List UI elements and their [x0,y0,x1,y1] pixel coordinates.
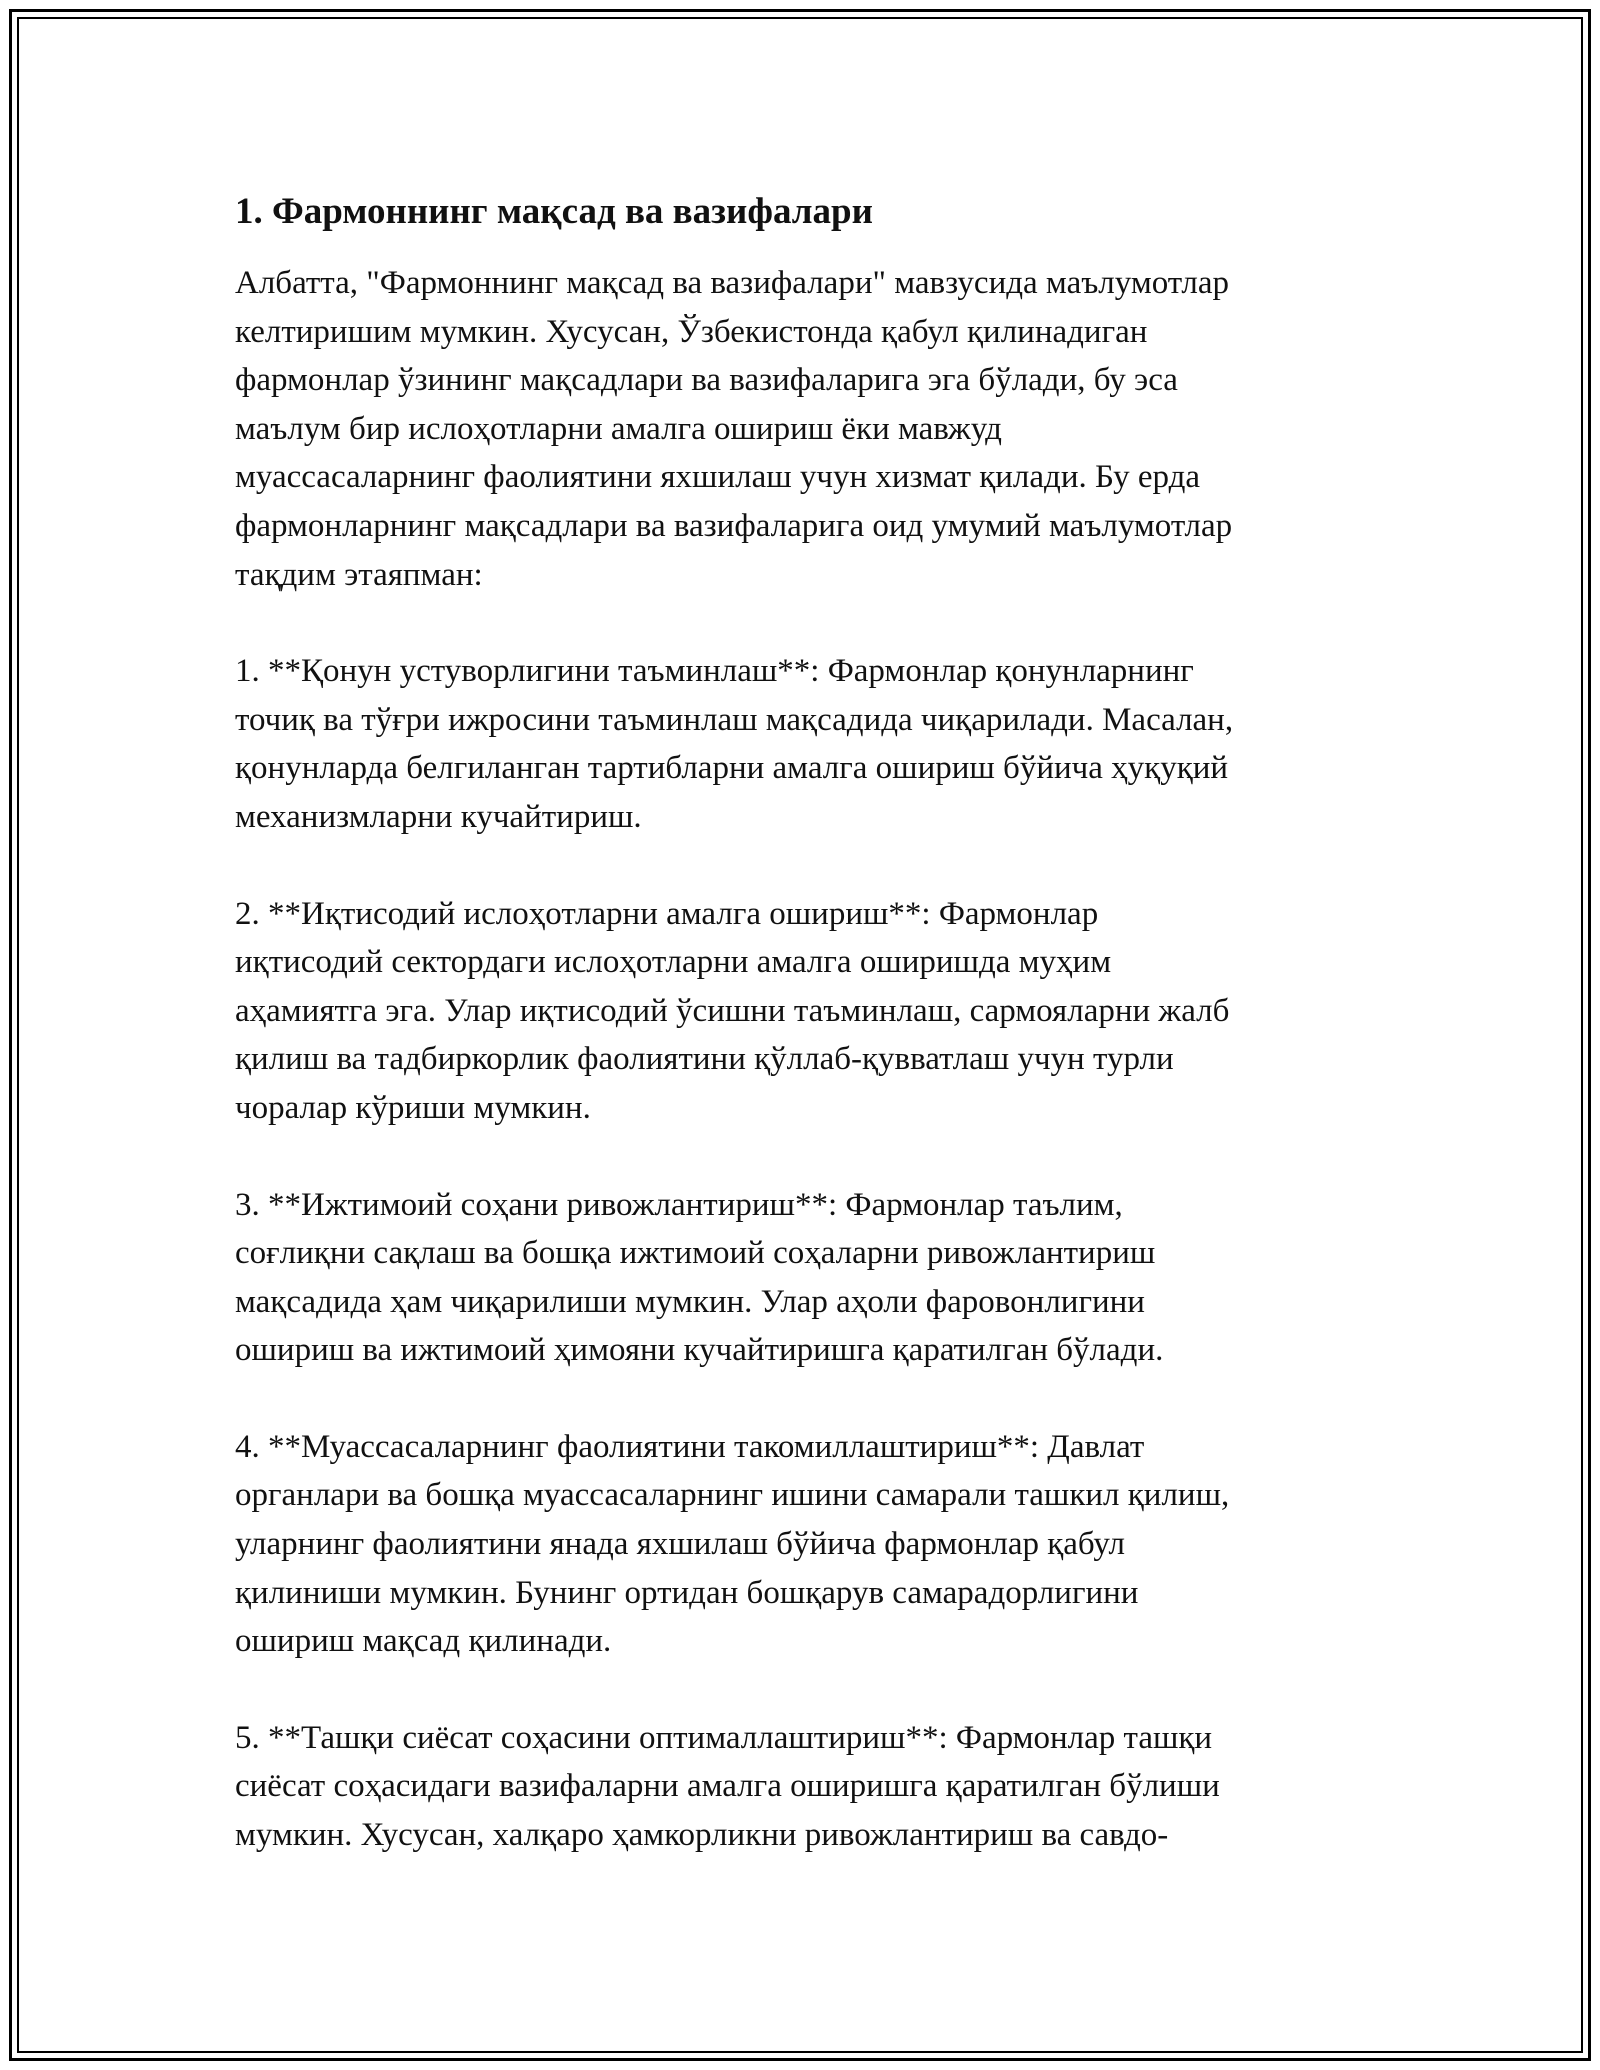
list-item-4-paragraph: 4. **Муассасаларнинг фаолиятини такомиллаштириш**: Давлат органлари ва бошқа муассасаларнинг ишини самарали ташкил қилиш, уларнинг фаолиятини янада яхшилаш бўйича фармонлар қабул қилиниши мумкин. Бунинг ортидан бошқарув самарадорлигини ошириш мақсад қилинади. [235,1428,1230,1660]
list-item-3-paragraph: 3. **Ижтимоий соҳани ривожлантириш**: Фармонлар таълим, соғлиқни сақлаш ва бошқа ижтимоий соҳаларни ривожлантириш мақсадида ҳам чиқарилиши мумкин. Улар аҳоли фаровонлигини ошириш ва ижтимоий ҳимояни кучайтиришга қаратилган бўлади. [235,1186,1164,1369]
document-body [235,186,1360,1860]
list-item-1-paragraph: 1. **Қонун устуворлигини таъминлаш**: Фармонлар қонунларнинг точиқ ва тўғри ижросини таъминлаш мақсадида чиқарилади. Масалан, қонунларда белгиланган тартибларни амалга ошириш бўйича ҳуқуқий механизмларни кучайтириш. [235,653,1234,835]
intro-paragraph: Албатта, "Фармоннинг мақсад ва вазифалари" мавзусида маълумотлар келтиришим мумкин. Хусусан, Ўзбекистонда қабул қилинадиган фармонлар ўзининг мақсадлари ва вазифаларига эга бўлади, бу эса маълум бир ислоҳотларни амалга ошириш ёки мавжуд муассасаларнинг фаолиятини яхшилаш учун хизмат қилади. Бу ерда фармонларнинг мақсадлари ва вазифаларига оид умумий маълумотлар тақдим этаяпман: [235,265,1233,593]
list-item-5-paragraph: 5. **Ташқи сиёсат соҳасини оптималлаштириш**: Фармонлар ташқи сиёсат соҳасидаги вазифаларни амалга оширишга қаратилган бўлиши мумкин. Хусусан, халқаро ҳамкорликни ривожлантириш ва савдо- [235,1719,1220,1854]
list-item-2-paragraph: 2. **Иқтисодий ислоҳотларни амалга ошириш**: Фармонлар иқтисодий сектордаги ислоҳотларни амалга оширишда муҳим аҳамиятга эга. Улар иқтисодий ўсишни таъминлаш, сармояларни жалб қилиш ва тадбиркорлик фаолиятини қўллаб-қувватлаш учун турли чоралар кўриши мумкин. [235,895,1230,1126]
section-heading: 1. Фармоннинг мақсад ва вазифалари [235,191,873,232]
